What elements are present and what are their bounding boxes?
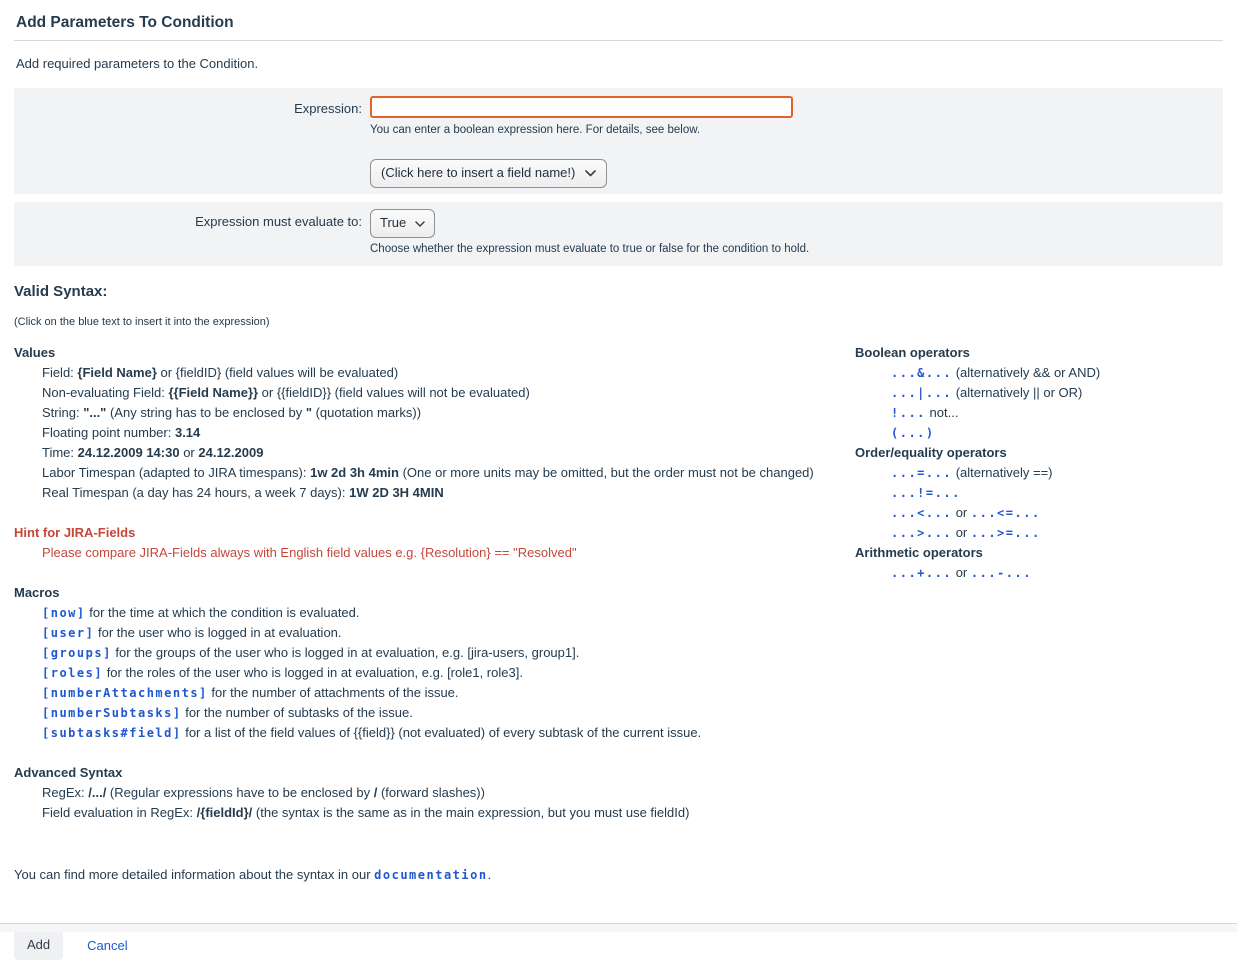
text-segment: (One or more units may be omitted, but the order must not be changed) <box>398 465 814 480</box>
syntax-token[interactable]: [groups] <box>42 646 112 660</box>
text-segment: or <box>179 445 199 460</box>
page-title: Add Parameters To Condition <box>14 0 1223 41</box>
syntax-line <box>14 603 855 623</box>
syntax-section-order-equality-operators <box>855 443 1223 543</box>
text-segment: "..." <box>83 405 107 420</box>
syntax-token[interactable]: ...>... <box>891 526 953 540</box>
syntax-line <box>855 523 1223 543</box>
text-segment: Real Timespan (a day has 24 hours, a week 7 days): <box>42 485 350 500</box>
text-segment: Labor Timespan (adapted to JIRA timespans): <box>42 465 311 480</box>
text-segment: 24.12.2009 14:30 <box>77 445 180 460</box>
section-heading: Macros <box>14 585 60 600</box>
section-heading: Order/equality operators <box>855 445 1007 460</box>
evaluate-help: Choose whether the expression must evaluate to true or false for the condition to hold. <box>370 243 810 255</box>
syntax-token[interactable]: ...+... <box>891 566 953 580</box>
evaluate-label: Expression must evaluate to: <box>195 214 362 229</box>
evaluate-select-value: True <box>380 215 407 230</box>
expression-label: Expression: <box>294 101 362 116</box>
syntax-line <box>14 623 855 643</box>
text-segment: 3.14 <box>174 425 201 440</box>
text-segment: / <box>373 785 378 800</box>
text-segment: Field: <box>42 365 78 380</box>
expression-help: You can enter a boolean expression here. For details, see below. <box>370 124 701 136</box>
syntax-token[interactable]: [numberSubtasks] <box>42 706 182 720</box>
text-segment: (alternatively || or OR) <box>952 385 1083 400</box>
text-segment: for the number of attachments of the issue. <box>207 685 459 700</box>
syntax-line <box>14 643 855 663</box>
field-name-dropdown-label: (Click here to insert a field name!) <box>381 165 576 180</box>
text-segment: Field evaluation in RegEx: <box>42 805 197 820</box>
field-name-dropdown[interactable] <box>370 159 607 188</box>
text-segment: (Any string has to be enclosed by <box>106 405 306 420</box>
text-segment: (the syntax is the same as in the main expression, but you must use fieldId) <box>252 805 690 820</box>
text-segment: or {fieldID} (field values will be evaluated) <box>156 365 399 380</box>
text-segment: or <box>952 525 971 540</box>
syntax-token[interactable]: ...>=... <box>970 526 1041 540</box>
text-segment: (quotation marks)) <box>311 405 422 420</box>
documentation-suffix: . <box>487 867 492 882</box>
chevron-down-icon <box>585 170 596 177</box>
form-actions <box>14 931 1223 960</box>
syntax-line <box>14 723 855 743</box>
text-segment: for the number of subtasks of the issue. <box>181 705 413 720</box>
syntax-token[interactable]: ...!=... <box>891 486 961 500</box>
syntax-line <box>14 803 855 823</box>
syntax-line <box>14 403 855 423</box>
page-subtitle: Add required parameters to the Condition. <box>16 56 259 71</box>
text-segment: or <box>952 565 971 580</box>
syntax-line <box>14 463 855 483</box>
text-segment: " <box>305 405 312 420</box>
syntax-line <box>855 483 1223 503</box>
text-segment: not... <box>925 405 959 420</box>
syntax-section-macros <box>14 583 855 743</box>
documentation-prefix: You can find more detailed information about the syntax in our <box>14 867 375 882</box>
text-segment: or <box>952 505 971 520</box>
syntax-section-values <box>14 343 855 503</box>
syntax-line <box>14 423 855 443</box>
text-segment: (Regular expressions have to be enclosed by <box>106 785 374 800</box>
syntax-token[interactable]: [user] <box>42 626 95 640</box>
text-segment: Non-evaluating Field: <box>42 385 169 400</box>
text-segment: for a list of the field values of {{field}} (not evaluated) of every subtask of the current issue. <box>181 725 702 740</box>
syntax-line <box>14 663 855 683</box>
text-segment: RegEx: <box>42 785 89 800</box>
text-segment: for the roles of the user who is logged in at evaluation, e.g. [role1, role3]. <box>103 665 523 680</box>
text-segment: Floating point number: <box>42 425 175 440</box>
syntax-token[interactable]: !... <box>891 406 926 420</box>
syntax-right-column <box>855 343 1223 583</box>
text-segment: {{Field Name}} <box>168 385 259 400</box>
syntax-line <box>855 363 1223 383</box>
syntax-section-arithmetic-operators <box>855 543 1223 583</box>
text-segment: (alternatively ==) <box>952 465 1053 480</box>
syntax-token[interactable]: [numberAttachments] <box>42 686 208 700</box>
syntax-token[interactable]: ...=... <box>891 466 953 480</box>
section-heading: Arithmetic operators <box>855 545 983 560</box>
syntax-line <box>14 703 855 723</box>
syntax-line <box>14 383 855 403</box>
add-button[interactable]: Add <box>14 931 63 960</box>
syntax-token[interactable]: [now] <box>42 606 86 620</box>
syntax-token[interactable]: (...) <box>891 426 935 440</box>
syntax-left-column <box>14 343 855 843</box>
section-heading: Values <box>14 345 56 360</box>
section-heading: Hint for JIRA-Fields <box>14 525 136 540</box>
syntax-token[interactable]: [roles] <box>42 666 104 680</box>
syntax-line <box>14 783 855 803</box>
expression-panel <box>14 88 1223 194</box>
evaluate-select[interactable] <box>370 209 435 238</box>
syntax-line <box>14 683 855 703</box>
syntax-section-boolean-operators <box>855 343 1223 443</box>
syntax-token[interactable]: ...&... <box>891 366 953 380</box>
chevron-down-icon <box>415 221 425 227</box>
syntax-token[interactable]: ...<=... <box>970 506 1041 520</box>
syntax-line <box>855 503 1223 523</box>
text-segment: 1W 2D 3H 4MIN <box>349 485 444 500</box>
syntax-line <box>855 463 1223 483</box>
syntax-columns <box>14 343 1223 843</box>
syntax-line <box>855 383 1223 403</box>
syntax-line <box>855 423 1223 443</box>
syntax-line <box>14 363 855 383</box>
syntax-line <box>855 563 1223 583</box>
syntax-section-hint-jira-fields <box>14 523 855 563</box>
text-segment: Time: <box>42 445 78 460</box>
text-segment: String: <box>42 405 84 420</box>
section-heading: Advanced Syntax <box>14 765 123 780</box>
syntax-section-advanced-syntax <box>14 763 855 823</box>
text-segment: {Field Name} <box>77 365 157 380</box>
expression-input[interactable] <box>370 96 793 118</box>
text-segment: for the user who is logged in at evaluation. <box>94 625 342 640</box>
syntax-line <box>14 443 855 463</box>
footer-strip <box>0 923 1237 932</box>
syntax-line <box>14 543 855 563</box>
text-segment: 1w 2d 3h 4min <box>310 465 399 480</box>
text-segment: or {{fieldID}} (field values will not be evaluated) <box>258 385 530 400</box>
syntax-token[interactable]: ...-... <box>970 566 1032 580</box>
text-segment: /.../ <box>88 785 107 800</box>
documentation-link[interactable]: documentation <box>374 868 488 882</box>
text-segment: for the time at which the condition is evaluated. <box>85 605 360 620</box>
text-segment: /{fieldId}/ <box>196 805 253 820</box>
syntax-line <box>855 403 1223 423</box>
valid-syntax-heading: Valid Syntax: <box>14 283 108 300</box>
syntax-note: (Click on the blue text to insert it into the expression) <box>14 316 270 328</box>
section-heading: Boolean operators <box>855 345 970 360</box>
documentation-line <box>14 865 1223 885</box>
evaluate-panel <box>14 202 1223 266</box>
cancel-link[interactable]: Cancel <box>87 937 128 953</box>
syntax-token[interactable]: ...<... <box>891 506 953 520</box>
text-segment: (forward slashes)) <box>377 785 485 800</box>
text-segment: (alternatively && or AND) <box>952 365 1101 380</box>
text-segment: 24.12.2009 <box>198 445 264 460</box>
syntax-token[interactable]: [subtasks#field] <box>42 726 182 740</box>
text-segment: Please compare JIRA-Fields always with English field values e.g. {Resolution} == "Resolved" <box>42 545 577 560</box>
syntax-token[interactable]: ...|... <box>891 386 953 400</box>
syntax-line <box>14 483 855 503</box>
text-segment: for the groups of the user who is logged in at evaluation, e.g. [jira-users, group1]. <box>111 645 580 660</box>
